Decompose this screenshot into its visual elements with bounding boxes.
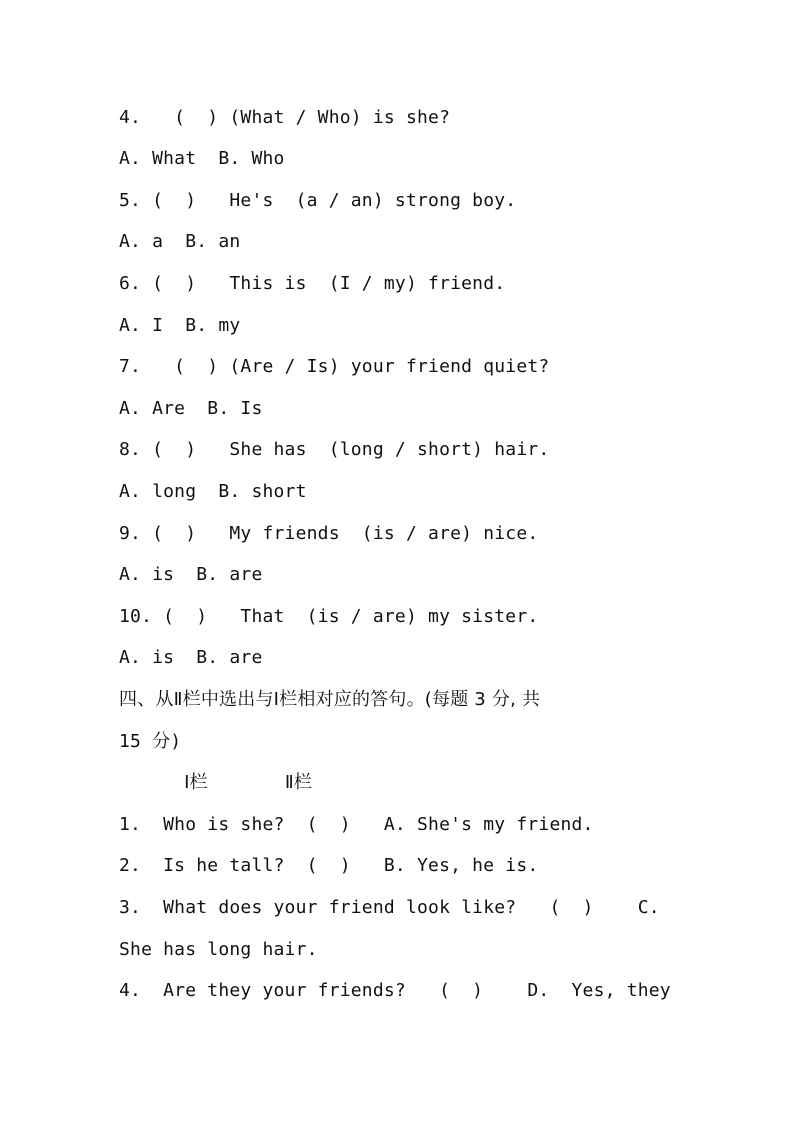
question-10-options: A. is B. are	[119, 647, 263, 668]
section-4-title-cont: 15 分)	[119, 731, 182, 752]
question-7-options: A. Are B. Is	[119, 398, 263, 419]
match-item-1: 1. Who is she? ( ) A. She's my friend.	[119, 814, 594, 835]
question-6-stem: 6. ( ) This is (I / my) friend.	[119, 273, 506, 294]
question-4-options: A. What B. Who	[119, 148, 285, 169]
question-6-options: A. I B. my	[119, 315, 241, 336]
match-item-2: 2. Is he tall? ( ) B. Yes, he is.	[119, 855, 539, 876]
question-5-options: A. a B. an	[119, 231, 241, 252]
question-10-stem: 10. ( ) That (is / are) my sister.	[119, 606, 539, 627]
match-item-3: 3. What does your friend look like? ( ) C.	[119, 897, 660, 918]
question-8-stem: 8. ( ) She has (long / short) hair.	[119, 439, 550, 460]
section-4-title: 四、从Ⅱ栏中选出与Ⅰ栏相对应的答句。(每题 3 分, 共	[119, 689, 541, 710]
match-item-4: 4. Are they your friends? ( ) D. Yes, they	[119, 980, 671, 1001]
match-item-3-cont: She has long hair.	[119, 939, 318, 960]
question-5-stem: 5. ( ) He's (a / an) strong boy.	[119, 190, 517, 211]
column-headers: Ⅰ栏 Ⅱ栏	[119, 772, 313, 793]
question-9-stem: 9. ( ) My friends (is / are) nice.	[119, 523, 539, 544]
question-8-options: A. long B. short	[119, 481, 307, 502]
question-7-stem: 7. ( ) (Are / Is) your friend quiet?	[119, 356, 550, 377]
question-9-options: A. is B. are	[119, 564, 263, 585]
question-4-stem: 4. ( ) (What / Who) is she?	[119, 107, 451, 128]
